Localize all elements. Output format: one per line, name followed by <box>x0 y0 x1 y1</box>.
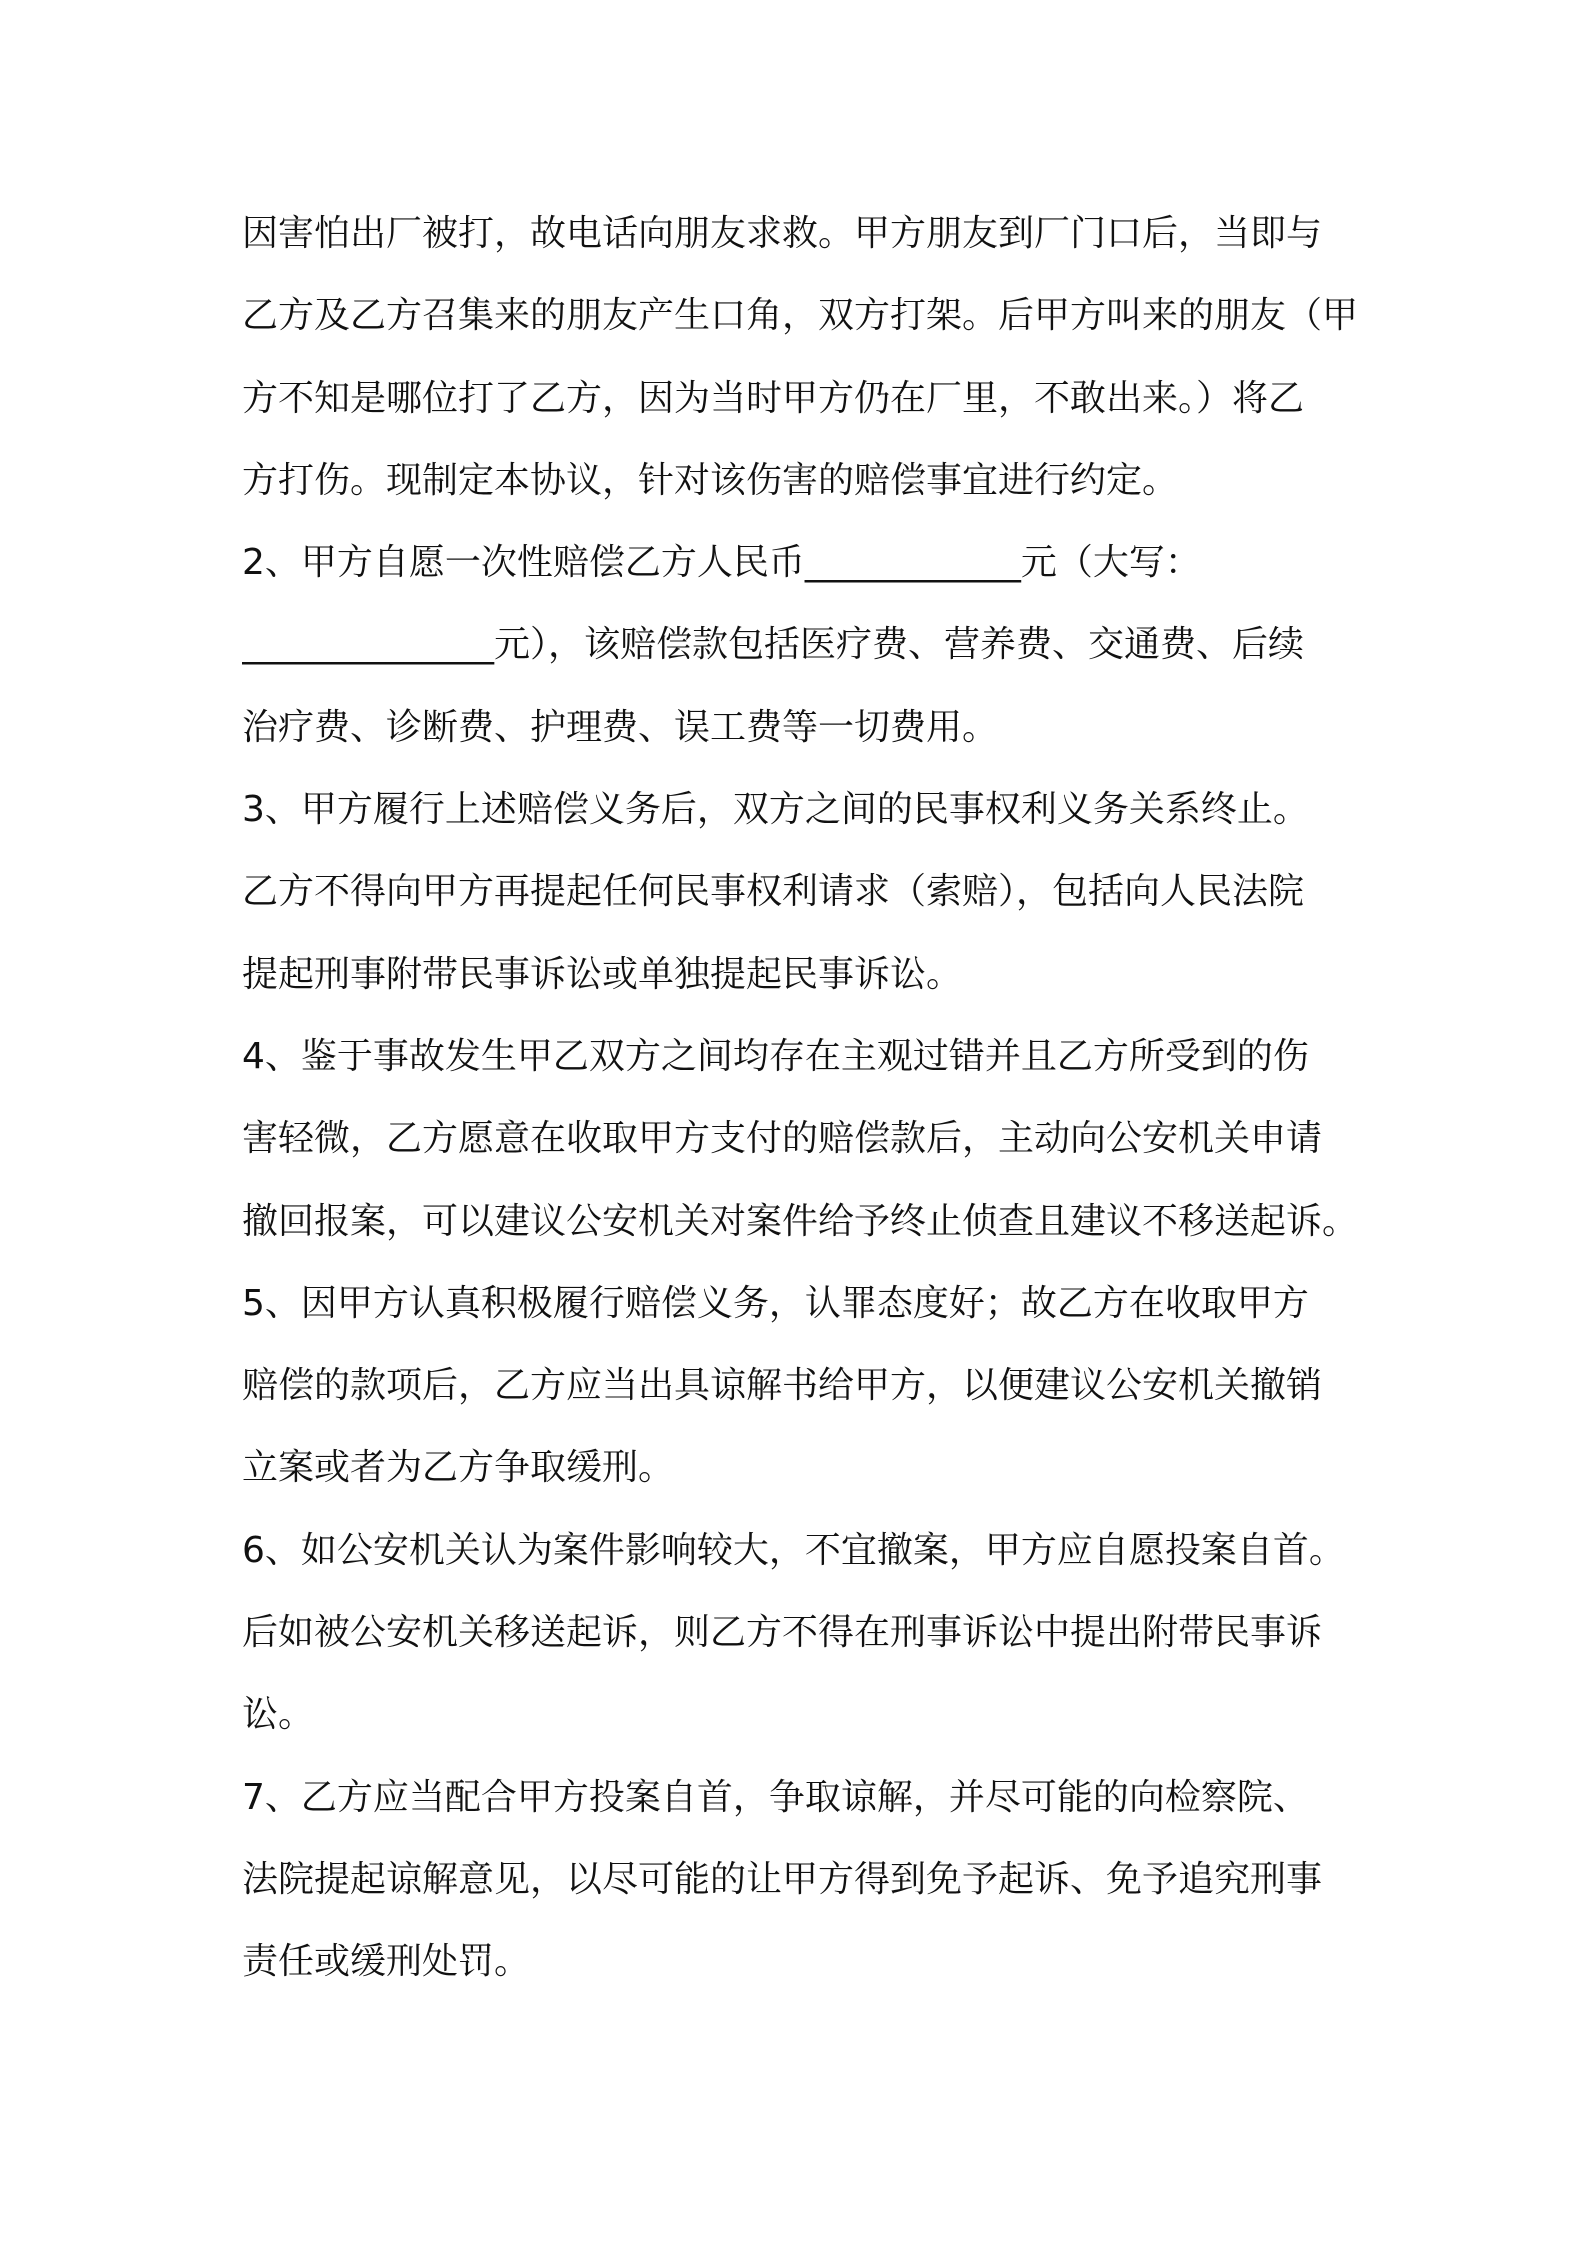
clause-3-line: 3、甲方履行上述赔偿义务后，双方之间的民事权利义务关系终止。 <box>242 789 1309 831</box>
text-line: 害轻微，乙方愿意在收取甲方支付的赔偿款后，主动向公安机关申请 <box>242 1118 1323 1160</box>
text-line: ______________元），该赔偿款包括医疗费、营养费、交通费、后续 <box>242 624 1305 666</box>
text-line: 立案或者为乙方争取缓刑。 <box>242 1447 675 1489</box>
clause-4-line: 4、鉴于事故发生甲乙双方之间均存在主观过错并且乙方所受到的伤 <box>242 1035 1309 1077</box>
text-line: 方打伤。现制定本协议，针对该伤害的赔偿事宜进行约定。 <box>242 459 1179 501</box>
text-line: 赔偿的款项后，乙方应当出具谅解书给甲方，以便建议公安机关撤销 <box>242 1365 1323 1407</box>
text-line: 治疗费、诊断费、护理费、误工费等一切费用。 <box>242 706 999 748</box>
clause-6-line: 6、如公安机关认为案件影响较大，不宜撤案，甲方应自愿投案自首。 <box>242 1529 1345 1571</box>
text-line: 方不知是哪位打了乙方，因为当时甲方仍在厂里，不敢出来。）将乙 <box>242 377 1305 419</box>
document-body <box>242 193 1377 2004</box>
text-line: 后如被公安机关移送起诉，则乙方不得在刑事诉讼中提出附带民事诉 <box>242 1612 1323 1654</box>
text-line: 乙方不得向甲方再提起任何民事权利请求（索赔），包括向人民法院 <box>242 871 1305 913</box>
clause-5-line: 5、因甲方认真积极履行赔偿义务，认罪态度好；故乙方在收取甲方 <box>242 1282 1309 1324</box>
text-line: 因害怕出厂被打，故电话向朋友求救。甲方朋友到厂门口后，当即与 <box>242 213 1323 254</box>
text-line: 责任或缓刑处罚。 <box>242 1941 531 1983</box>
clause-2-line: 2、甲方自愿一次性赔偿乙方人民币____________元（大写： <box>242 542 1201 584</box>
text-line: 乙方及乙方召集来的朋友产生口角，双方打架。后甲方叫来的朋友（甲 <box>242 295 1359 337</box>
clause-7-line: 7、乙方应当配合甲方投案自首，争取谅解，并尽可能的向检察院、 <box>242 1776 1309 1818</box>
text-line: 讼。 <box>242 1694 315 1736</box>
text-line: 提起刑事附带民事诉讼或单独提起民事诉讼。 <box>242 953 963 995</box>
text-line: 法院提起谅解意见，以尽可能的让甲方得到免予起诉、免予追究刑事 <box>242 1858 1323 1900</box>
text-line: 撤回报案，可以建议公安机关对案件给予终止侦查且建议不移送起诉。 <box>242 1200 1359 1242</box>
